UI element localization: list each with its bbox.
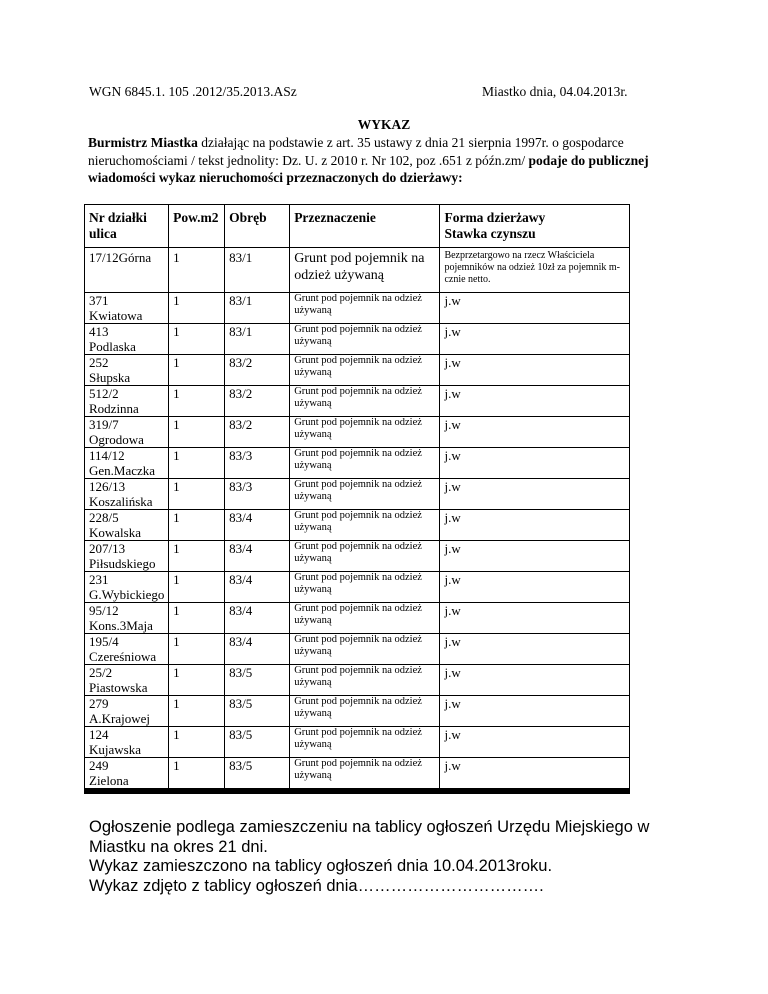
cell-area	[169, 665, 225, 696]
cell-purpose-text: Grunt pod pojemnik na odzież używaną	[294, 727, 422, 750]
table-row	[85, 510, 630, 541]
cell-purpose	[290, 665, 440, 696]
cell-purpose-text: Grunt pod pojemnik na odzież używaną	[294, 758, 422, 781]
table-row	[85, 603, 630, 634]
cell-rate-text: j.w	[444, 417, 461, 432]
cell-area: 1	[169, 248, 225, 293]
cell-purpose	[290, 355, 440, 386]
table-row	[85, 727, 630, 758]
cell-precinct-text: 83/2	[229, 355, 253, 370]
cell-plot-text: Piastowska	[89, 680, 148, 695]
cell-area-text: 1	[173, 510, 180, 525]
cell-plot	[85, 541, 169, 572]
cell-purpose-text: Grunt pod pojemnik na odzież używaną	[294, 510, 422, 533]
cell-area-text: 1	[173, 696, 180, 711]
table-row	[85, 572, 630, 603]
cell-plot-text: Gen.Maczka	[89, 463, 156, 478]
cell-area-text: 1	[173, 386, 180, 401]
cell-precinct	[225, 696, 290, 727]
cell-area	[169, 324, 225, 355]
cell-rate-text: j.w	[444, 758, 461, 773]
cell-precinct	[225, 324, 290, 355]
place-and-date: Miastko dnia, 04.04.2013r.	[482, 84, 628, 99]
cell-rate-text: j.w	[444, 603, 461, 618]
cell-rate	[440, 572, 630, 603]
header-area: Pow.m2	[169, 205, 225, 248]
cell-precinct	[225, 448, 290, 479]
cell-precinct-text: 83/2	[229, 386, 253, 401]
cell-plot-text: Słupska	[89, 370, 131, 385]
cell-plot-text: Ogrodowa	[89, 432, 144, 447]
header-plot	[85, 205, 169, 248]
cell-plot	[85, 634, 169, 665]
cell-rate-text: j.w	[444, 324, 461, 339]
cell-rate	[440, 417, 630, 448]
header-rate-line2: Stawka czynszu	[444, 226, 536, 241]
footer-line-3: Wykaz zamieszczono na tablicy ogłoszeń dnia 10.04.2013roku.	[89, 857, 553, 875]
cell-plot-text: 95/12	[89, 603, 119, 618]
cell-precinct	[225, 634, 290, 665]
table-row	[85, 665, 630, 696]
cell-purpose-text: Grunt pod pojemnik na odzież używaną	[294, 386, 422, 409]
cell-precinct: 83/1	[225, 248, 290, 293]
cell-purpose-text: Grunt pod pojemnik na odzież używaną	[294, 541, 422, 564]
cell-area-text: 1	[173, 572, 180, 587]
cell-purpose	[290, 324, 440, 355]
cell-purpose	[290, 572, 440, 603]
cell-precinct	[225, 479, 290, 510]
cell-rate-text: j.w	[444, 386, 461, 401]
table-row	[85, 758, 630, 792]
cell-purpose-text: Grunt pod pojemnik na odzież używaną	[294, 665, 422, 688]
cell-rate-text: j.w	[444, 510, 461, 525]
cell-precinct	[225, 386, 290, 417]
intro-bold-start: Burmistrz Miastka	[88, 135, 198, 150]
header-rate	[440, 205, 630, 248]
table-row	[85, 541, 630, 572]
header-plot-line1: Nr działki	[89, 210, 147, 225]
cell-purpose-text: Grunt pod pojemnik na odzież używaną	[294, 324, 422, 347]
table-row	[85, 417, 630, 448]
cell-rate-text: j.w	[444, 448, 461, 463]
cell-area	[169, 386, 225, 417]
cell-precinct-text: 83/4	[229, 541, 253, 556]
cell-rate-text: j.w	[444, 541, 461, 556]
cell-rate-text: j.w	[444, 696, 461, 711]
cell-precinct-text: 83/5	[229, 727, 253, 742]
cell-rate	[440, 603, 630, 634]
cell-purpose	[290, 541, 440, 572]
cell-area	[169, 293, 225, 324]
cell-purpose: Grunt pod pojemnik na odzież używaną	[290, 248, 440, 293]
cell-purpose	[290, 386, 440, 417]
cell-rate	[440, 355, 630, 386]
cell-precinct-text: 83/4	[229, 634, 253, 649]
cell-rate-text: j.w	[444, 572, 461, 587]
header-rate-line1: Forma dzierżawy	[444, 210, 546, 225]
cell-purpose-text: Grunt pod pojemnik na odzież używaną	[294, 355, 422, 378]
cell-precinct-text: 83/2	[229, 417, 253, 432]
footer-line-4: Wykaz zdjęto z tablicy ogłoszeń dnia…………………………….	[89, 876, 544, 895]
cell-purpose	[290, 696, 440, 727]
cell-purpose-text: Grunt pod pojemnik na odzież używaną	[294, 634, 422, 657]
table-row	[85, 355, 630, 386]
cell-purpose	[290, 448, 440, 479]
cell-precinct	[225, 417, 290, 448]
cell-rate	[440, 324, 630, 355]
cell-precinct	[225, 510, 290, 541]
cell-precinct-text: 83/1	[229, 293, 253, 308]
cell-plot-text: 512/2	[89, 386, 119, 401]
cell-purpose	[290, 417, 440, 448]
cell-precinct	[225, 603, 290, 634]
cell-precinct-text: 83/3	[229, 448, 253, 463]
cell-purpose	[290, 293, 440, 324]
table-row	[85, 248, 630, 293]
cell-plot-text: 228/5	[89, 510, 119, 525]
document-title: WYKAZ	[357, 117, 411, 132]
cell-plot-text: 231	[89, 572, 109, 587]
cell-plot	[85, 324, 169, 355]
cell-precinct-text: 83/5	[229, 758, 253, 773]
cell-plot	[85, 479, 169, 510]
cell-precinct	[225, 665, 290, 696]
cell-area	[169, 541, 225, 572]
cell-plot-text: Czereśniowa	[89, 649, 157, 664]
cell-plot-text: 249	[89, 758, 109, 773]
cell-area-text: 1	[173, 603, 180, 618]
header-plot-line2: ulica	[89, 226, 117, 241]
cell-precinct	[225, 727, 290, 758]
cell-area	[169, 572, 225, 603]
cell-purpose	[290, 479, 440, 510]
cell-area-text: 1	[173, 541, 180, 556]
cell-plot-text: 252	[89, 355, 109, 370]
cell-rate-text: j.w	[444, 665, 461, 680]
cell-rate	[440, 386, 630, 417]
document-reference: WGN 6845.1. 105 .2012/35.2013.ASz	[89, 84, 297, 99]
cell-plot-text: 114/12	[89, 448, 125, 463]
cell-purpose-text: Grunt pod pojemnik na odzież używaną	[294, 417, 422, 440]
cell-purpose	[290, 603, 440, 634]
table-row	[85, 448, 630, 479]
cell-area-text: 1	[173, 448, 180, 463]
cell-area-text: 1	[173, 324, 180, 339]
property-table	[84, 204, 630, 794]
cell-plot	[85, 510, 169, 541]
cell-area	[169, 510, 225, 541]
cell-plot	[85, 696, 169, 727]
cell-rate	[440, 634, 630, 665]
cell-precinct	[225, 355, 290, 386]
cell-precinct	[225, 541, 290, 572]
cell-rate	[440, 479, 630, 510]
table-row	[85, 696, 630, 727]
cell-precinct	[225, 572, 290, 603]
cell-plot-text: Rodzinna	[89, 401, 139, 416]
cell-rate	[440, 727, 630, 758]
cell-rate-text: j.w	[444, 293, 461, 308]
cell-purpose-text: Grunt pod pojemnik na odzież używaną	[294, 293, 422, 316]
cell-plot	[85, 417, 169, 448]
table-header-row	[85, 205, 630, 248]
cell-plot-text: 279	[89, 696, 109, 711]
cell-precinct-text: 83/4	[229, 510, 253, 525]
cell-purpose-text: Grunt pod pojemnik na odzież używaną	[294, 572, 422, 595]
cell-purpose	[290, 727, 440, 758]
table-row	[85, 386, 630, 417]
cell-plot-text: 371	[89, 293, 109, 308]
cell-area	[169, 355, 225, 386]
cell-purpose-text: Grunt pod pojemnik na odzież używaną	[294, 479, 422, 502]
cell-plot-text: 207/13	[89, 541, 126, 556]
cell-plot-text: A.Krajowej	[89, 711, 151, 726]
cell-plot-text: 126/13	[89, 479, 126, 494]
cell-plot: 17/12Górna	[85, 248, 169, 293]
cell-rate-text: j.w	[444, 727, 461, 742]
header-precinct: Obręb	[225, 205, 290, 248]
cell-purpose	[290, 634, 440, 665]
cell-precinct-text: 83/3	[229, 479, 253, 494]
cell-area	[169, 758, 225, 792]
intro-bold-end: podaje do publicznej wiadomości wykaz nieruchomości przeznaczonych do dzierżawy:	[88, 152, 649, 185]
cell-area	[169, 448, 225, 479]
cell-plot	[85, 758, 169, 792]
cell-rate	[440, 448, 630, 479]
cell-rate	[440, 696, 630, 727]
cell-area-text: 1	[173, 727, 180, 742]
cell-purpose-text: Grunt pod pojemnik na odzież używaną	[294, 696, 422, 719]
cell-area	[169, 417, 225, 448]
cell-precinct-text: 83/5	[229, 696, 253, 711]
header-purpose: Przeznaczenie	[290, 205, 440, 248]
cell-plot	[85, 293, 169, 324]
cell-area-text: 1	[173, 665, 180, 680]
table-row	[85, 293, 630, 324]
cell-plot-text: 319/7	[89, 417, 119, 432]
cell-area-text: 1	[173, 417, 180, 432]
cell-precinct	[225, 758, 290, 792]
cell-plot	[85, 665, 169, 696]
cell-area	[169, 696, 225, 727]
cell-rate: Bezprzetargowo na rzecz Właściciela pojemników na odzież 10zł za pojemnik m-cznie netto.	[440, 248, 630, 293]
cell-rate-text: j.w	[444, 634, 461, 649]
footer-notice	[89, 818, 689, 896]
cell-rate-text: j.w	[444, 479, 461, 494]
footer-line-1: Ogłoszenie podlega zamieszczeniu na tablicy ogłoszeń Urzędu Miejskiego w	[89, 818, 650, 836]
cell-purpose	[290, 510, 440, 541]
cell-plot-text: Podlaska	[89, 339, 136, 354]
footer-line-2: Miastku na okres 21 dni.	[89, 837, 268, 856]
cell-precinct-text: 83/1	[229, 324, 253, 339]
cell-plot-text: G.Wybickiego	[89, 587, 165, 602]
cell-purpose-text: Grunt pod pojemnik na odzież używaną	[294, 448, 422, 471]
cell-plot	[85, 603, 169, 634]
cell-plot	[85, 727, 169, 758]
cell-plot-text: 413	[89, 324, 109, 339]
cell-rate	[440, 293, 630, 324]
cell-rate	[440, 665, 630, 696]
cell-plot-text: Kons.3Maja	[89, 618, 153, 633]
cell-area-text: 1	[173, 634, 180, 649]
intro-text: działając na podstawie z art. 35 ustawy z dnia 21 sierpnia 1997r. o gospodarce nieruchomościami / tekst jednolity: Dz. U. z 2010 r. Nr 102, poz .651 z późn.zm/	[88, 135, 624, 168]
cell-plot-text: 25/2	[89, 665, 113, 680]
cell-plot-text: 124	[89, 727, 109, 742]
cell-area-text: 1	[173, 758, 180, 773]
cell-rate	[440, 758, 630, 792]
cell-plot	[85, 355, 169, 386]
cell-plot-text: Piłsudskiego	[89, 556, 156, 571]
cell-plot-text: Kwiatowa	[89, 308, 143, 323]
cell-rate	[440, 510, 630, 541]
cell-plot	[85, 448, 169, 479]
cell-area-text: 1	[173, 479, 180, 494]
cell-rate-text: j.w	[444, 355, 461, 370]
cell-area-text: 1	[173, 355, 180, 370]
cell-plot-text: Kujawska	[89, 742, 141, 757]
cell-plot-text: Zielona	[89, 773, 129, 788]
cell-area-text: 1	[173, 293, 180, 308]
intro-paragraph	[88, 134, 668, 187]
cell-plot-text: Koszalińska	[89, 494, 153, 509]
cell-purpose	[290, 758, 440, 792]
cell-precinct-text: 83/5	[229, 665, 253, 680]
cell-precinct-text: 83/4	[229, 572, 253, 587]
cell-precinct	[225, 293, 290, 324]
cell-purpose-text: Grunt pod pojemnik na odzież używaną	[294, 603, 422, 626]
cell-plot-text: 195/4	[89, 634, 119, 649]
cell-plot	[85, 386, 169, 417]
cell-rate	[440, 541, 630, 572]
cell-area	[169, 603, 225, 634]
cell-area	[169, 727, 225, 758]
cell-precinct-text: 83/4	[229, 603, 253, 618]
table-row	[85, 479, 630, 510]
table-row	[85, 634, 630, 665]
cell-plot	[85, 572, 169, 603]
cell-area	[169, 634, 225, 665]
cell-area	[169, 479, 225, 510]
table-row	[85, 324, 630, 355]
cell-plot-text: Kowalska	[89, 525, 141, 540]
